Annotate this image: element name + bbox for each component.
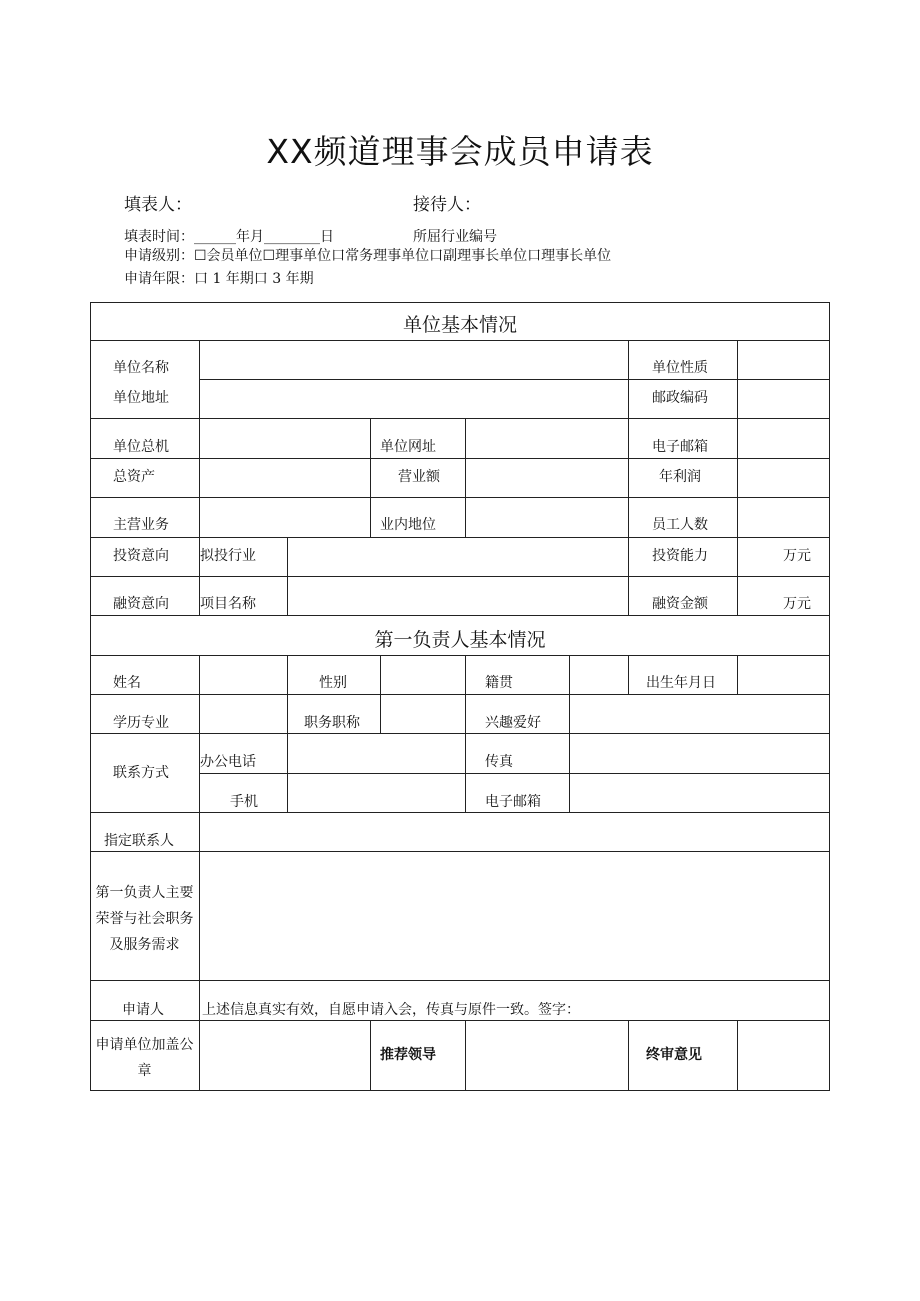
label-website: 单位网址: [380, 439, 436, 455]
label-mobile: 手机: [230, 794, 258, 810]
grid-line: [465, 655, 466, 812]
label-fax: 传真: [485, 754, 513, 770]
label-native-place: 籍贯: [485, 675, 513, 691]
label-gender: 性别: [319, 675, 347, 691]
label-person-email: 电子邮箱: [485, 794, 541, 810]
filler-label: 填表人：: [124, 195, 192, 215]
label-annual-profit: 年利润: [659, 469, 701, 485]
grid-line: [465, 418, 466, 537]
grid-line: [90, 694, 830, 695]
grid-line: [737, 1020, 738, 1090]
grid-line: [287, 655, 288, 812]
label-unit-email: 电子邮箱: [652, 439, 708, 455]
label-investment-capacity: 投资能力: [652, 548, 708, 564]
label-unit-name: 单位名称: [113, 360, 169, 376]
grid-line: [569, 655, 570, 812]
label-planned-industry: 拟投行业: [200, 548, 256, 564]
label-seal-line: 申请单位加盖公: [95, 1037, 194, 1053]
label-name: 姓名: [113, 675, 141, 691]
grid-line: [199, 340, 200, 615]
label-education: 学历专业: [113, 715, 169, 731]
label-project-name: 项目名称: [200, 596, 256, 612]
grid-line: [90, 851, 830, 852]
grid-line: [90, 497, 830, 498]
grid-line: [90, 615, 830, 616]
grid-line: [90, 980, 830, 981]
label-postal-code: 邮政编码: [652, 390, 708, 406]
grid-line: [199, 379, 830, 380]
fill-time-label: 填表时间：______年月________日: [124, 229, 334, 245]
label-recommender: 推荐领导: [380, 1047, 436, 1063]
receiver-label: 接待人：: [413, 195, 481, 215]
label-honors-line: 及服务需求: [109, 937, 180, 953]
apply-level-label: 申请级别：☐会员单位☐理事单位口常务理事单位口副理事长单位口理事长单位: [124, 248, 612, 264]
grid-line: [90, 418, 830, 419]
label-revenue: 营业额: [398, 469, 440, 485]
grid-line: [90, 733, 830, 734]
industry-no-label: 所屈行业编号: [413, 229, 497, 245]
grid-line: [829, 302, 830, 1091]
grid-line: [90, 1090, 830, 1091]
label-investment-intent: 投资意向: [113, 548, 169, 564]
grid-line: [90, 340, 830, 341]
label-designated-contact: 指定联系人: [104, 833, 174, 849]
grid-line: [90, 655, 830, 656]
label-honors-line: 荣誉与社会职务: [95, 911, 194, 927]
label-applicant: 申请人: [122, 1002, 164, 1018]
grid-line: [90, 576, 830, 577]
label-seal: [90, 1032, 199, 1084]
grid-line: [199, 773, 830, 774]
label-final-review: 终审意见: [646, 1047, 702, 1063]
label-contact: 联系方式: [113, 765, 169, 781]
grid-line: [370, 1020, 371, 1090]
label-honors-line: 第一负责人主要: [95, 885, 194, 901]
grid-line: [90, 812, 830, 813]
grid-line: [737, 655, 738, 694]
label-seal-line: 章: [137, 1063, 152, 1079]
section-heading-unit: 单位基本情况: [402, 314, 517, 336]
label-unit-nature: 单位性质: [652, 360, 708, 376]
label-honors: [90, 880, 199, 958]
apply-term-label: 申请年限：口 1 年期口 3 年期: [124, 271, 314, 287]
label-financing-amount: 融资金额: [652, 596, 708, 612]
grid-line: [90, 1020, 830, 1021]
grid-line: [370, 418, 371, 537]
label-office-phone: 办公电话: [200, 754, 256, 770]
section-heading-person: 第一负责人基本情况: [374, 629, 546, 651]
label-hobbies: 兴趣爱好: [485, 715, 541, 731]
grid-line: [90, 537, 830, 538]
label-switchboard: 单位总机: [113, 439, 169, 455]
label-industry-position: 业内地位: [380, 517, 436, 533]
label-unit-address: 单位地址: [113, 390, 169, 406]
grid-line: [628, 1020, 629, 1090]
grid-line: [90, 302, 830, 303]
label-wan-yuan: 万元: [783, 548, 811, 564]
label-main-business: 主营业务: [113, 517, 169, 533]
grid-line: [90, 302, 91, 1091]
label-job-title: 职务职称: [304, 715, 360, 731]
declaration-text: 上述信息真实有效，自愿申请入会，传真与原件一致。签字：: [202, 1002, 580, 1018]
page-title: XX频道理事会成员申请表: [266, 132, 654, 171]
label-financing-intent: 融资意向: [113, 596, 169, 612]
grid-line: [199, 655, 200, 1090]
grid-line: [737, 340, 738, 615]
grid-line: [90, 458, 830, 459]
grid-line: [380, 655, 381, 733]
label-birth-date: 出生年月日: [646, 675, 716, 691]
label-total-assets: 总资产: [113, 469, 155, 485]
grid-line: [628, 340, 629, 615]
grid-line: [465, 1020, 466, 1090]
grid-line: [628, 655, 629, 694]
label-employees: 员工人数: [652, 517, 708, 533]
label-wan-yuan: 万元: [783, 596, 811, 612]
grid-line: [287, 537, 288, 615]
